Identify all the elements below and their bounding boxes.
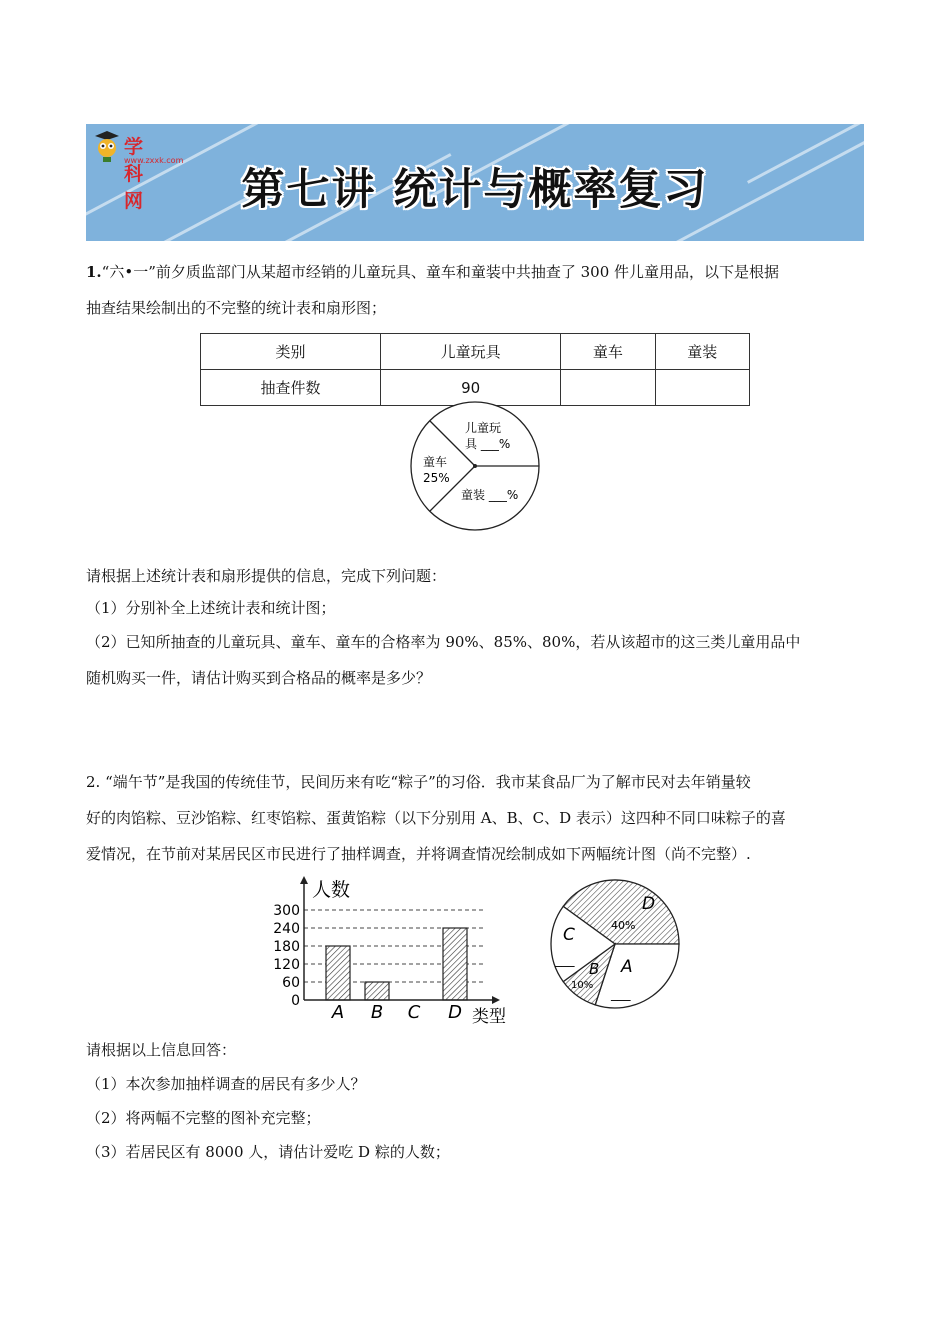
q2-line1: 2. “端午节”是我国的传统佳节，民间历来有吃“粽子”的习俗．我市某食品厂为了解市民对去年销量较 xyxy=(86,773,751,791)
y-tick-label: 180 xyxy=(273,939,300,955)
y-tick-label: 60 xyxy=(282,975,300,991)
q1-sub1: （1）分别补全上述统计表和统计图； xyxy=(86,599,336,617)
pie-label-toy: 儿童玩 xyxy=(465,421,502,435)
y-tick-label: 240 xyxy=(273,921,300,937)
pie-center xyxy=(473,464,477,468)
pie-label-b: B xyxy=(589,960,600,978)
q1-line1 xyxy=(86,262,779,282)
q1-sub2-line2: 随机购买一件，请估计购买到合格品的概率是多少？ xyxy=(86,669,432,687)
table-header: 童车 xyxy=(561,334,655,370)
pie-label-c: C xyxy=(563,925,575,945)
bar-b xyxy=(365,982,389,1000)
logo-text: 学科网 xyxy=(124,136,145,212)
bar-d xyxy=(443,928,467,1000)
y-axis-label: 人数 xyxy=(312,879,351,901)
table-header: 儿童玩具 xyxy=(381,334,561,370)
table-cell: 抽查件数 xyxy=(201,370,381,406)
bar-a xyxy=(326,946,350,1000)
pie-value-b: 10% xyxy=(571,980,594,991)
pie-label-car-pct: 25% xyxy=(423,471,450,485)
pie-label-toy-pct: 具 ___% xyxy=(465,437,511,451)
table-cell: 90 xyxy=(381,370,561,406)
q2-pie-chart xyxy=(545,874,685,1014)
pie-label-clothes: 童装 ___% xyxy=(461,488,519,502)
y-tick-label: 0 xyxy=(291,993,300,1009)
q2-line2: 好的肉馅粽、豆沙馅粽、红枣馅粽、蛋黄馅粽（以下分别用 A、B、C、D 表示）这四种不同口味粽子的喜 xyxy=(86,809,786,827)
x-tick-label: C xyxy=(407,1002,421,1023)
pie-value-d: 40% xyxy=(611,919,636,932)
x-tick-label: A xyxy=(331,1002,345,1023)
x-axis-label: 类型 xyxy=(472,1007,506,1027)
pie-label-car: 童车 xyxy=(423,455,448,469)
q2-bar-chart xyxy=(262,872,522,1028)
q2-prompt: 请根据以上信息回答： xyxy=(86,1041,237,1059)
page-title: 第七讲 统计与概率复习 xyxy=(241,165,709,215)
pie-value-c: ___ xyxy=(555,953,575,968)
table-header: 童装 xyxy=(655,334,749,370)
table-cell xyxy=(561,370,655,406)
header-banner xyxy=(86,124,864,241)
table-header-row xyxy=(201,334,750,370)
y-tick-label: 120 xyxy=(273,957,300,973)
q2-sub2: （2）将两幅不完整的图补充完整； xyxy=(86,1109,321,1127)
pie-label-a: A xyxy=(621,957,633,977)
x-tick-label: D xyxy=(448,1002,462,1023)
pie-value-a: ___ xyxy=(611,987,631,1002)
q2-sub1: （1）本次参加抽样调查的居民有多少人？ xyxy=(86,1075,366,1093)
q1-line2: 抽查结果绘制出的不完整的统计表和扇形图； xyxy=(86,299,387,317)
y-axis-arrow xyxy=(300,876,308,884)
x-tick-label: B xyxy=(370,1002,384,1023)
q1-text-1: “六•一”前夕质监部门从某超市经销的儿童玩具、童车和童装中共抽查了 300 件儿童用品，以下是根据 xyxy=(101,263,780,281)
table-header: 类别 xyxy=(201,334,381,370)
q1-pie-chart xyxy=(405,396,545,536)
logo-url: www.zxxk.com xyxy=(124,156,184,165)
table-cell xyxy=(655,370,749,406)
pie-label-d: D xyxy=(642,894,656,914)
q1-number: 1. xyxy=(86,263,102,281)
y-tick-label: 300 xyxy=(273,903,300,919)
q1-prompt: 请根据上述统计表和扇形提供的信息，完成下列问题： xyxy=(86,567,447,585)
q2-sub3: （3）若居民区有 8000 人，请估计爱吃 D 粽的人数； xyxy=(86,1143,450,1161)
q1-sub2-line1: （2）已知所抽查的儿童玩具、童车、童车的合格率为 90%、85%、80%，若从该超市的这三类儿童用品中 xyxy=(86,633,801,651)
q2-line3: 爱情况，在节前对某居民区市民进行了抽样调查，并将调查情况绘制成如下两幅统计图（尚不完整）. xyxy=(86,845,751,863)
x-axis-arrow xyxy=(492,996,500,1004)
